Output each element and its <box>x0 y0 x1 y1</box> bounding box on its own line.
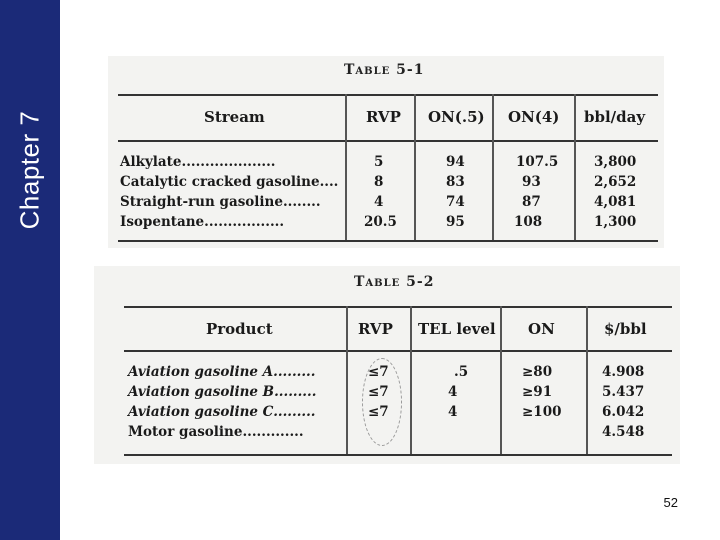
table-5-1-col-divider <box>574 94 576 240</box>
table-5-2-header-price: $/bbl <box>604 320 647 338</box>
table-cell: 4 <box>448 384 458 400</box>
table-cell: ≤7 <box>368 384 389 400</box>
table-cell: ≥100 <box>522 404 562 420</box>
table-cell: 3,800 <box>594 154 637 170</box>
table-5-2-header-tel: TEL level <box>418 320 496 338</box>
table-5-1-col-divider <box>414 94 416 240</box>
table-5-1-header-bbl: bbl/day <box>584 108 646 126</box>
table-5-2-col-divider <box>410 306 412 454</box>
table-cell: 8 <box>374 174 384 190</box>
table-5-1-header-on5: ON(.5) <box>428 108 485 126</box>
table-5-1-title: Table 5-1 <box>344 62 425 78</box>
table-5-1-header-stream: Stream <box>204 108 265 126</box>
table-cell: 74 <box>446 194 465 210</box>
table-5-1-header-rule <box>118 140 658 142</box>
table-cell: 93 <box>522 174 541 190</box>
table-cell: 4.548 <box>602 424 645 440</box>
table-cell: 6.042 <box>602 404 645 420</box>
table-row-label: Aviation gasoline C......... <box>128 404 316 420</box>
table-cell: 4,081 <box>594 194 637 210</box>
table-5-2-bottom-rule <box>124 454 672 456</box>
chapter-title: Chapter 7 <box>14 110 45 230</box>
table-row-label: Aviation gasoline B......... <box>128 384 317 400</box>
table-cell: 83 <box>446 174 465 190</box>
table-cell: 4.908 <box>602 364 645 380</box>
table-5-2-header-rvp: RVP <box>358 320 393 338</box>
table-row-label: Aviation gasoline A......... <box>128 364 316 380</box>
table-cell: ≤7 <box>368 404 389 420</box>
table-cell: 1,300 <box>594 214 637 230</box>
table-cell: 5 <box>374 154 384 170</box>
table-row-label: Isopentane................. <box>120 214 285 230</box>
table-5-2-col-divider <box>346 306 348 454</box>
table-5-1-header-rvp: RVP <box>366 108 401 126</box>
table-row-label: Motor gasoline............. <box>128 424 304 440</box>
table-5-1-image <box>108 56 664 248</box>
table-cell: 87 <box>522 194 541 210</box>
hand-drawn-oval-mark <box>362 358 402 446</box>
table-5-2-title: Table 5-2 <box>354 274 435 290</box>
table-cell: 4 <box>448 404 458 420</box>
table-5-1-col-divider <box>492 94 494 240</box>
table-cell: 108 <box>514 214 543 230</box>
table-cell: 94 <box>446 154 465 170</box>
table-cell: ≥91 <box>522 384 553 400</box>
table-5-1-top-rule <box>118 94 658 96</box>
table-cell: 95 <box>446 214 465 230</box>
table-5-2-col-divider <box>586 306 588 454</box>
table-row-label: Alkylate.................... <box>120 154 276 170</box>
table-cell: .5 <box>454 364 469 380</box>
table-cell: 2,652 <box>594 174 637 190</box>
table-cell: ≤7 <box>368 364 389 380</box>
table-5-1-header-on4: ON(4) <box>508 108 560 126</box>
table-5-1-col-divider <box>345 94 347 240</box>
table-5-2-col-divider <box>500 306 502 454</box>
table-cell: 20.5 <box>364 214 397 230</box>
table-5-2-header-product: Product <box>206 320 273 338</box>
table-5-2-header-on: ON <box>528 320 555 338</box>
table-cell: ≥80 <box>522 364 553 380</box>
table-cell: 4 <box>374 194 384 210</box>
table-cell: 5.437 <box>602 384 645 400</box>
page-number: 52 <box>663 495 678 510</box>
table-5-2-header-rule <box>124 350 672 352</box>
table-row-label: Catalytic cracked gasoline.... <box>120 174 339 190</box>
table-5-1-bottom-rule <box>118 240 658 242</box>
table-cell: 107.5 <box>516 154 559 170</box>
sidebar-band <box>0 0 60 540</box>
table-row-label: Straight-run gasoline........ <box>120 194 321 210</box>
table-5-2-top-rule <box>124 306 672 308</box>
